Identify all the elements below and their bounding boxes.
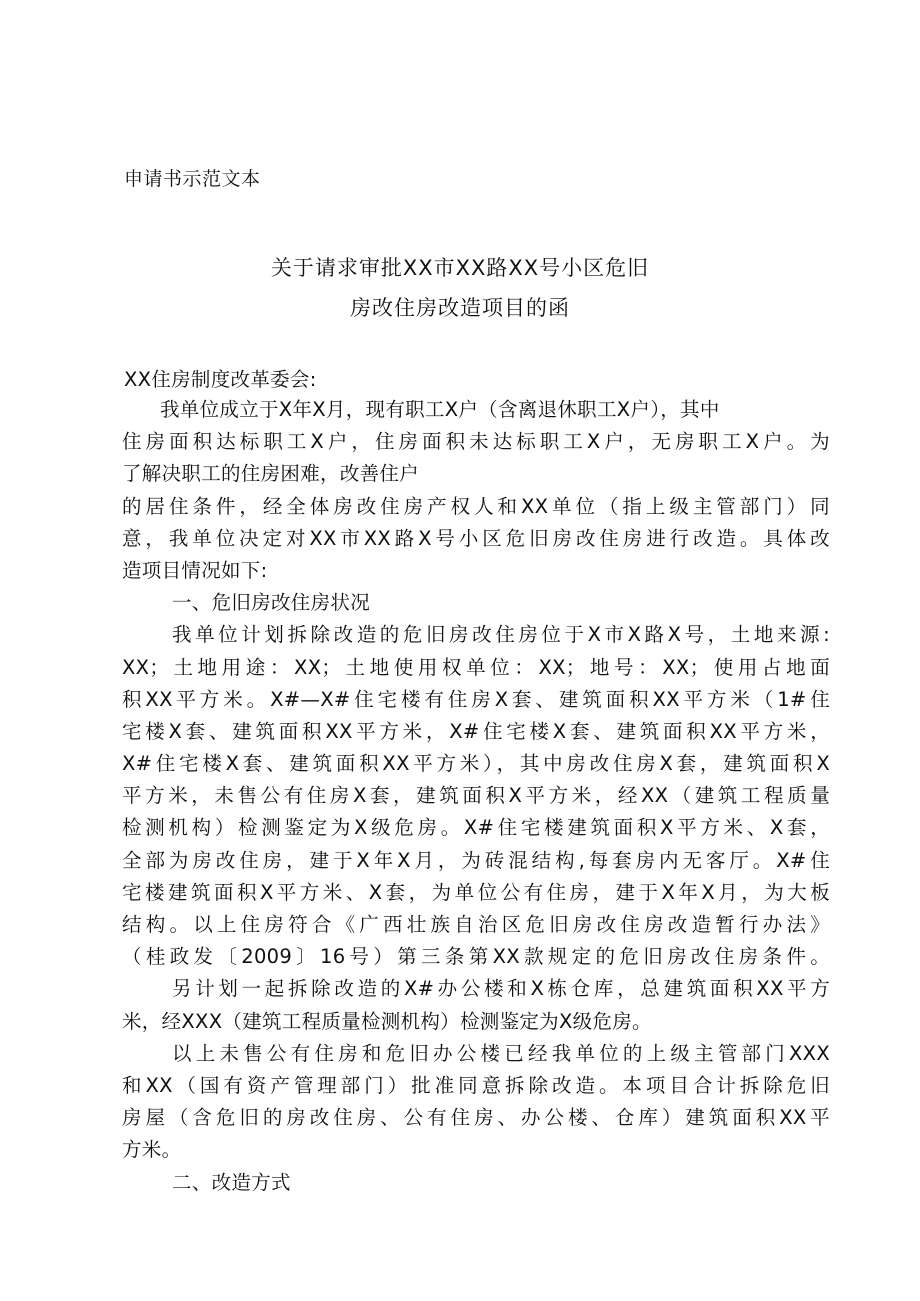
body-line: 住房面积达标职工X户，住房面积未达标职工X户，无房职工X户。为: [122, 430, 830, 454]
salutation: XX住房制度改革委会:: [124, 368, 317, 391]
body-line: 宅楼X套、建筑面积XX平方米，X#住宅楼X套、建筑面积XX平方米，: [122, 719, 830, 743]
body-line: 和XX（国有资产管理部门）批准同意拆除改造。本项目合计拆除危旧: [122, 1073, 830, 1097]
body-line: 以上未售公有住房和危旧办公楼已经我单位的上级主管部门XXX: [172, 1041, 830, 1065]
body-line: 结构。以上住房符合《广西壮族自治区危旧房改住房改造暂行办法》: [122, 913, 830, 936]
document-body: [122, 394, 830, 1199]
document-label: 申请书示范文本: [124, 168, 261, 190]
body-line: 宅楼建筑面积X平方米、X套，为单位公有住房，建于X年X月，为大板: [122, 880, 830, 904]
body-line: 了解决职工的住房困难，改善住户: [122, 462, 420, 486]
body-line: 另计划一起拆除改造的X#办公楼和X栋仓库，总建筑面积XX平方: [172, 977, 830, 1001]
document-title-line-1: 关于请求审批XX市XX路XX号小区危旧: [270, 256, 650, 280]
document-title-line-2: 房改住房改造项目的函: [350, 296, 570, 320]
body-line: 米，经XXX（建筑工程质量检测机构）检测鉴定为X级危房。: [122, 1009, 652, 1033]
body-line: 我单位成立于X年X月，现有职工X户（含离退休职工X户），其中: [160, 398, 720, 421]
body-line: 房屋（含危旧的房改住房、公有住房、办公楼、仓库）建筑面积XX平: [122, 1106, 830, 1130]
body-line: 全部为房改住房，建于X年X月，为砖混结构,每套房内无客厅。X#住: [122, 848, 830, 872]
body-line: 我单位计划拆除改造的危旧房改住房位于X市X路X号，土地来源:: [172, 623, 830, 647]
body-line: （桂政发〔2009〕16号）第三条第XX款规定的危旧房改住房条件。: [122, 945, 830, 969]
body-line: XX；土地用途：XX；土地使用权单位：XX；地号：XX；使用占地面: [122, 655, 830, 679]
body-line: 意，我单位决定对XX市XX路X号小区危旧房改住房进行改造。具体改: [122, 526, 830, 550]
body-line: 方米。: [122, 1138, 182, 1162]
body-line: X#住宅楼X套、建筑面积XX平方米），其中房改住房X套，建筑面积X: [122, 752, 830, 776]
body-line: 造项目情况如下:: [122, 558, 268, 582]
section-heading: 一、危旧房改住房状况: [172, 591, 371, 615]
body-line: 的居住条件，经全体房改住房产权人和XX单位（指上级主管部门）同: [122, 494, 830, 518]
body-line: 检测机构）检测鉴定为X级危房。X#住宅楼建筑面积X平方米、X套，: [122, 816, 830, 840]
section-heading: 二、改造方式: [172, 1170, 291, 1194]
body-line: 积XX平方米。X#—X#住宅楼有住房X套、建筑面积XX平方米（1#住: [122, 687, 830, 711]
body-line: 平方米，未售公有住房X套，建筑面积X平方米，经XX（建筑工程质量: [122, 784, 830, 808]
